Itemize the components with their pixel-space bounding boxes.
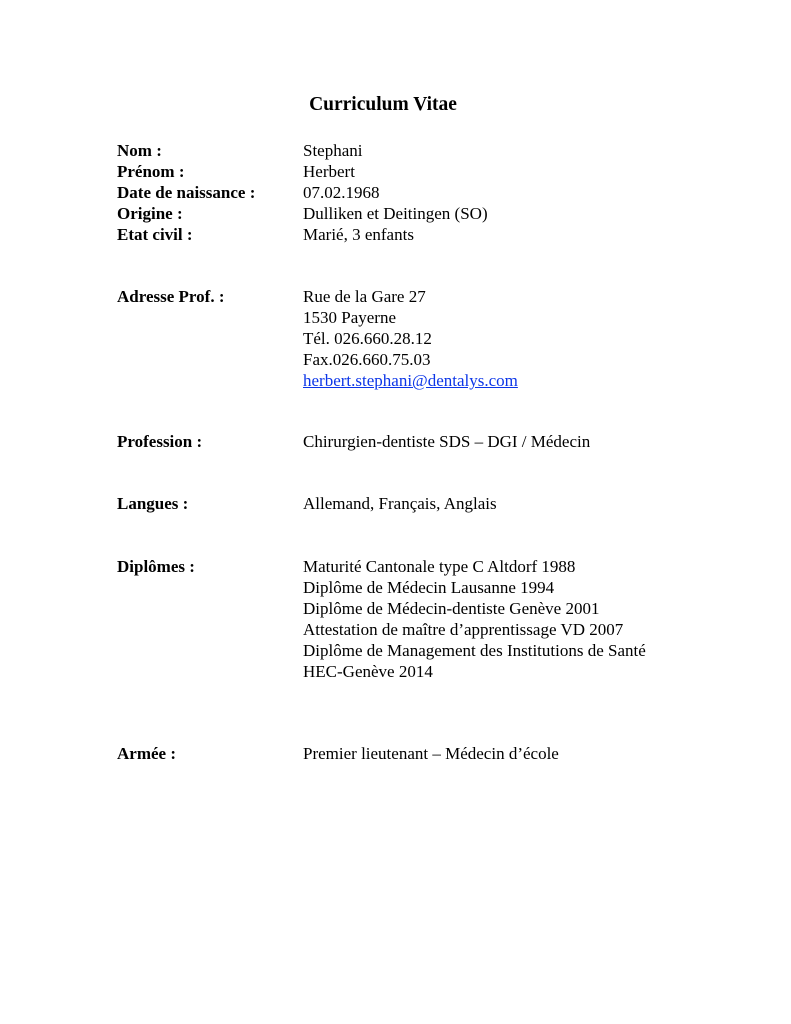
address-row-1 xyxy=(117,286,757,307)
profession-section xyxy=(117,431,757,452)
languages-value: Allemand, Français, Anglais xyxy=(303,494,497,513)
address-phone: Tél. 026.660.28.12 xyxy=(303,329,432,348)
email-link[interactable]: herbert.stephani@dentalys.com xyxy=(303,371,518,390)
profession-label: Profession : xyxy=(117,432,203,451)
address-row-4 xyxy=(117,349,757,370)
army-section xyxy=(117,743,757,764)
address-city: 1530 Payerne xyxy=(303,308,397,327)
diplomas-label: Diplômes : xyxy=(117,557,195,576)
diploma-row-4 xyxy=(117,619,757,640)
army-row xyxy=(117,743,757,764)
address-fax: Fax.026.660.75.03 xyxy=(303,350,431,369)
diploma-item: Diplôme de Médecin-dentiste Genève 2001 xyxy=(303,599,600,618)
address-section xyxy=(117,286,757,391)
languages-row xyxy=(117,493,757,514)
diploma-item: Diplôme de Management des Institutions de Santé xyxy=(303,641,646,660)
civil-status-row xyxy=(117,224,757,245)
army-label: Armée : xyxy=(117,744,176,763)
diploma-row-2 xyxy=(117,577,757,598)
prenom-label: Prénom : xyxy=(117,162,185,181)
prenom-row xyxy=(117,161,757,182)
profession-value: Chirurgien-dentiste SDS – DGI / Médecin xyxy=(303,432,591,451)
diploma-row-5 xyxy=(117,640,757,661)
identity-section xyxy=(117,140,757,245)
nom-row xyxy=(117,140,757,161)
address-street: Rue de la Gare 27 xyxy=(303,287,426,306)
address-label: Adresse Prof. : xyxy=(117,287,225,306)
diploma-row-1 xyxy=(117,556,757,577)
diplomas-section xyxy=(117,556,757,682)
nom-label: Nom : xyxy=(117,141,162,160)
address-row-2 xyxy=(117,307,757,328)
diploma-row-3 xyxy=(117,598,757,619)
civil-status-value: Marié, 3 enfants xyxy=(303,225,414,244)
origin-row xyxy=(117,203,757,224)
birth-date-value: 07.02.1968 xyxy=(303,183,380,202)
origin-label: Origine : xyxy=(117,204,183,223)
address-row-3 xyxy=(117,328,757,349)
diploma-item: Maturité Cantonale type C Altdorf 1988 xyxy=(303,557,576,576)
birth-date-row xyxy=(117,182,757,203)
nom-value: Stephani xyxy=(303,141,363,160)
address-row-5 xyxy=(117,370,757,391)
profession-row xyxy=(117,431,757,452)
page-title: Curriculum Vitae xyxy=(309,94,457,115)
birth-date-label: Date de naissance : xyxy=(117,183,256,202)
diploma-item: Attestation de maître d’apprentissage VD 2007 xyxy=(303,620,624,639)
languages-section xyxy=(117,493,757,514)
diploma-row-6 xyxy=(117,661,757,682)
languages-label: Langues : xyxy=(117,494,189,513)
prenom-value: Herbert xyxy=(303,162,355,181)
diploma-item: HEC-Genève 2014 xyxy=(303,662,433,681)
civil-status-label: Etat civil : xyxy=(117,225,193,244)
diploma-item: Diplôme de Médecin Lausanne 1994 xyxy=(303,578,555,597)
origin-value: Dulliken et Deitingen (SO) xyxy=(303,204,488,223)
army-value: Premier lieutenant – Médecin d’école xyxy=(303,744,559,763)
